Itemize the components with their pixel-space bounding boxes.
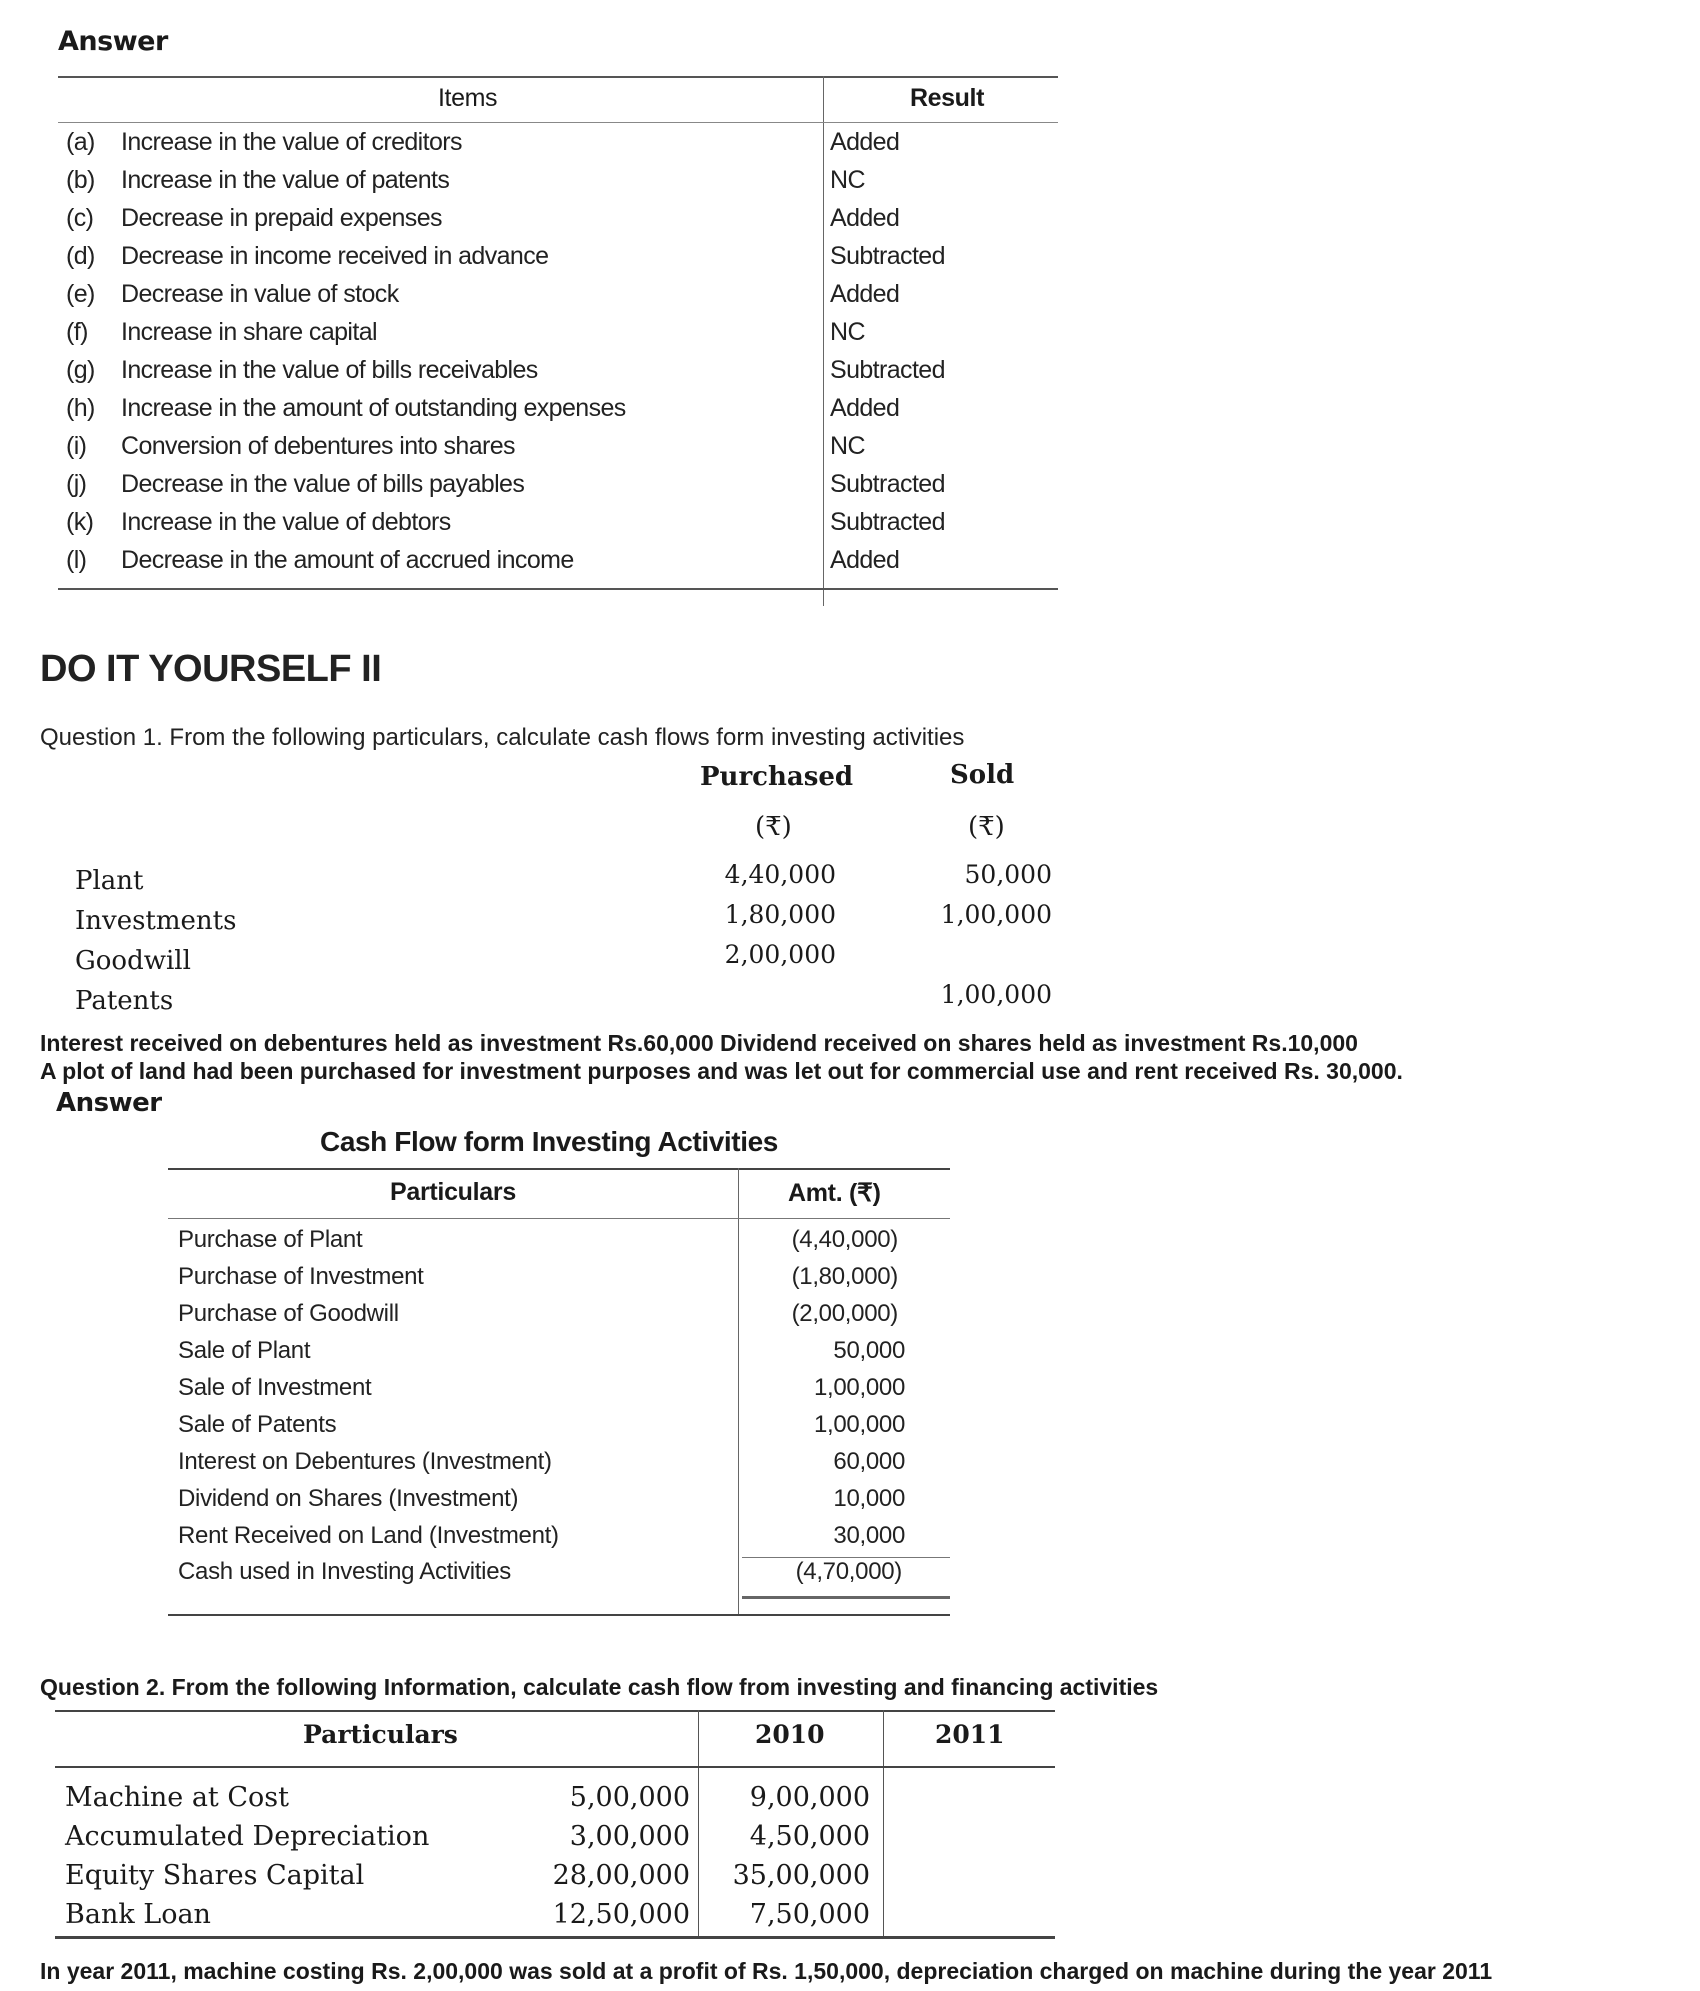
row-item: Rent Received on Land (Investment)	[178, 1522, 559, 1549]
column-header-purchased: Purchased	[700, 762, 854, 792]
answer-heading: Answer	[56, 1088, 162, 1118]
row-item: Decrease in the amount of accrued income	[121, 546, 574, 574]
answer-heading: Answer	[58, 26, 168, 57]
value-2010: 3,00,000	[569, 1821, 690, 1852]
row-label: (a)	[66, 128, 95, 156]
result-table	[58, 76, 1058, 606]
table-rule-bottom	[55, 1936, 1055, 1939]
table-row	[58, 280, 1058, 318]
row-amount: 30,000	[833, 1522, 905, 1549]
total-double-rule	[742, 1596, 950, 1599]
value-2011: 7,50,000	[749, 1899, 870, 1930]
table-row	[58, 242, 1058, 280]
column-header-amount: Amt. (₹)	[788, 1179, 881, 1207]
row-amount: (4,40,000)	[791, 1226, 898, 1253]
row-result: Subtracted	[830, 242, 945, 270]
row-item: Purchase of Investment	[178, 1263, 424, 1290]
row-amount: (2,00,000)	[791, 1300, 898, 1327]
cashflow-table	[168, 1168, 950, 1628]
row-label: (e)	[66, 280, 95, 308]
column-header-result: Result	[910, 84, 985, 112]
row-label: (k)	[66, 508, 94, 536]
row-label: (g)	[66, 356, 95, 384]
table-row	[168, 1485, 950, 1522]
purchased-value: 4,40,000	[724, 860, 836, 889]
row-item: Increase in the value of creditors	[121, 128, 462, 156]
row-result: NC	[830, 166, 865, 194]
table-rule-top	[55, 1710, 1055, 1712]
currency-label-purchased: (₹)	[755, 812, 792, 842]
row-result: Subtracted	[830, 470, 945, 498]
table-row	[55, 1821, 1055, 1860]
value-2011: 4,50,000	[749, 1821, 870, 1852]
column-header-items: Items	[438, 84, 498, 112]
row-result: Subtracted	[830, 356, 945, 384]
column-header-particulars: Particulars	[303, 1720, 458, 1749]
table-row	[55, 1899, 1055, 1938]
row-item: Dividend on Shares (Investment)	[178, 1485, 519, 1512]
total-label: Cash used in Investing Activities	[178, 1558, 511, 1585]
row-result: Added	[830, 280, 900, 308]
question-1-note: A plot of land had been purchased for investment purposes and was let out for commercial use and rent received Rs. 30,000.	[40, 1058, 1403, 1084]
row-item: Increase in the amount of outstanding expenses	[121, 394, 626, 422]
row-label: (j)	[66, 470, 87, 498]
row-result: Added	[830, 128, 900, 156]
row-item: Bank Loan	[65, 1899, 211, 1930]
table-row	[168, 1374, 950, 1411]
purchased-value: 1,80,000	[724, 900, 836, 929]
table-row	[168, 1263, 950, 1300]
cashflow-title: Cash Flow form Investing Activities	[320, 1126, 778, 1157]
row-result: Subtracted	[830, 508, 945, 536]
table-row	[55, 1782, 1055, 1821]
row-item: Purchase of Goodwill	[178, 1300, 399, 1327]
table-row	[58, 432, 1058, 470]
question-2-footnote: In year 2011, machine costing Rs. 2,00,000 was sold at a profit of Rs. 1,50,000, depreciation charged on machine during the year 2011	[40, 1958, 1493, 1984]
row-result: Added	[830, 394, 900, 422]
row-item: Interest on Debentures (Investment)	[178, 1448, 552, 1475]
particular-item: Plant	[75, 866, 144, 896]
row-label: (i)	[66, 432, 87, 460]
row-item: Decrease in income received in advance	[121, 242, 549, 270]
table-row	[58, 470, 1058, 508]
header-rule	[168, 1218, 950, 1219]
total-amount: (4,70,000)	[795, 1558, 902, 1585]
row-result: NC	[830, 318, 865, 346]
row-amount: 50,000	[833, 1337, 905, 1364]
table-row	[58, 204, 1058, 242]
row-item: Conversion of debentures into shares	[121, 432, 515, 460]
table-row	[55, 1860, 1055, 1899]
table-row	[168, 1522, 950, 1559]
section-title: DO IT YOURSELF II	[40, 648, 382, 690]
table-row	[58, 128, 1058, 166]
value-2010: 28,00,000	[552, 1860, 690, 1891]
value-2010: 5,00,000	[569, 1782, 690, 1813]
row-result: Added	[830, 546, 900, 574]
header-rule	[55, 1766, 1055, 1768]
row-item: Sale of Patents	[178, 1411, 337, 1438]
column-header-particulars: Particulars	[390, 1178, 516, 1206]
value-2010: 12,50,000	[552, 1899, 690, 1930]
table-row	[168, 1411, 950, 1448]
question-1-text: Question 1. From the following particulars, calculate cash flows form investing activities	[40, 724, 965, 751]
row-item: Increase in the value of bills receivables	[121, 356, 538, 384]
table-row	[58, 318, 1058, 356]
particular-item: Goodwill	[75, 946, 191, 976]
row-item: Machine at Cost	[65, 1782, 289, 1813]
table-row	[58, 356, 1058, 394]
table-row	[58, 394, 1058, 432]
question-2-text: Question 2. From the following Information, calculate cash flow from investing and financing activities	[40, 1674, 1159, 1700]
currency-label-sold: (₹)	[968, 812, 1005, 842]
row-item: Decrease in value of stock	[121, 280, 399, 308]
table-row	[168, 1448, 950, 1485]
value-2011: 9,00,000	[749, 1782, 870, 1813]
total-row	[168, 1558, 950, 1595]
column-header-2011: 2011	[935, 1720, 1005, 1749]
row-item: Decrease in the value of bills payables	[121, 470, 525, 498]
row-label: (d)	[66, 242, 95, 270]
purchased-value: 2,00,000	[724, 940, 836, 969]
row-amount: (1,80,000)	[791, 1263, 898, 1290]
row-item: Decrease in prepaid expenses	[121, 204, 442, 232]
row-item: Sale of Investment	[178, 1374, 372, 1401]
table-row	[58, 508, 1058, 546]
sold-value: 1,00,000	[940, 980, 1052, 1009]
row-label: (b)	[66, 166, 95, 194]
row-item: Equity Shares Capital	[65, 1860, 365, 1891]
row-result: NC	[830, 432, 865, 460]
table-rule-top	[58, 76, 1058, 78]
table-row	[168, 1300, 950, 1337]
table-row	[168, 1337, 950, 1374]
row-item: Accumulated Depreciation	[65, 1821, 430, 1852]
row-item: Increase in share capital	[121, 318, 377, 346]
row-item: Increase in the value of patents	[121, 166, 450, 194]
table-row	[58, 166, 1058, 204]
column-header-sold: Sold	[950, 760, 1015, 790]
row-amount: 60,000	[833, 1448, 905, 1475]
table-rule-bottom	[58, 588, 1058, 590]
row-label: (h)	[66, 394, 95, 422]
row-amount: 10,000	[833, 1485, 905, 1512]
table-row	[168, 1226, 950, 1263]
sold-value: 1,00,000	[940, 900, 1052, 929]
row-label: (f)	[66, 318, 88, 346]
table-rule-top	[168, 1168, 950, 1170]
row-label: (l)	[66, 546, 87, 574]
table-row	[58, 546, 1058, 584]
table-rule-bottom	[168, 1614, 950, 1616]
particular-item: Patents	[75, 986, 174, 1016]
row-amount: 1,00,000	[813, 1411, 905, 1438]
row-label: (c)	[66, 204, 94, 232]
sold-value: 50,000	[964, 860, 1052, 889]
row-item: Sale of Plant	[178, 1337, 311, 1364]
row-item: Increase in the value of debtors	[121, 508, 451, 536]
question-1-note: Interest received on debentures held as investment Rs.60,000 Dividend received on shares held as investment Rs.10,000	[40, 1030, 1358, 1056]
row-item: Purchase of Plant	[178, 1226, 363, 1253]
question-2-table	[55, 1710, 1055, 1940]
value-2011: 35,00,000	[732, 1860, 870, 1891]
row-result: Added	[830, 204, 900, 232]
particular-item: Investments	[75, 906, 237, 936]
header-rule	[58, 122, 1058, 123]
column-header-2010: 2010	[755, 1720, 825, 1749]
row-amount: 1,00,000	[813, 1374, 905, 1401]
